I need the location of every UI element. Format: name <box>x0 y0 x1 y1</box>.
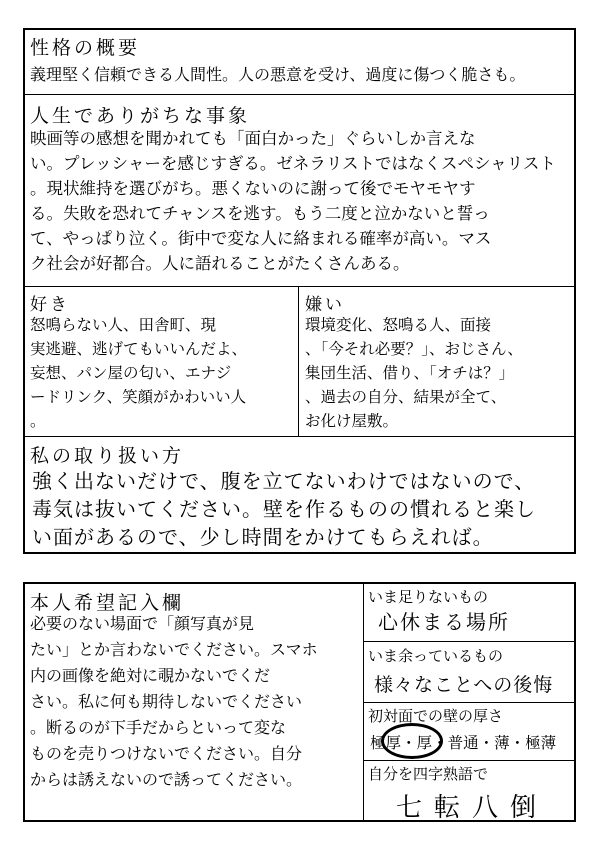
request-line: たい」とか言わないでください。スマホ <box>30 640 318 659</box>
divider <box>23 436 576 437</box>
events-heading: 人生でありがちな事象 <box>30 105 251 127</box>
request-line: 内の画像を絶対に覗かないでくだ <box>30 666 271 685</box>
likes-line: 。 <box>30 412 46 430</box>
request-heading: 本人希望記入欄 <box>30 592 185 614</box>
dislikes-line: 、過去の自分、結果が全て、 <box>305 388 507 406</box>
dislikes-heading: 嫌い <box>305 295 345 315</box>
likes-line: 怒鳴らない人、田舎町、現 <box>30 316 217 334</box>
idiom-heading: 自分を四字熟語で <box>368 765 489 783</box>
wall-option-normal[interactable]: 普通 <box>447 734 479 752</box>
surplus-heading: いま余っているもの <box>368 647 504 665</box>
events-line: ク社会が好都合。人に語れることがたくさんある。 <box>30 254 410 273</box>
handling-line: 毒気は抜いてください。壁を作るものの慣れると楽し <box>32 497 536 521</box>
wall-heading: 初対面での壁の厚さ <box>368 707 504 725</box>
events-line: て、やっぱり泣く。街中で変な人に絡まれる確率が高い。マス <box>30 229 492 248</box>
overview-text: 義理堅く信頼できる人間性。人の悪意を受け、過度に傷つく脆さも。 <box>30 65 526 84</box>
request-line: 必要のない場面で「顔写真が見 <box>30 614 255 633</box>
wall-option-very-thick[interactable]: 極厚 <box>370 734 402 752</box>
lacking-heading: いま足りないもの <box>368 588 489 606</box>
request-line: からは誘えないので誘ってください。 <box>30 770 303 789</box>
likes-heading: 好き <box>30 295 70 315</box>
handling-line: 強く出ないだけで、腹を立てないわけではないので、 <box>32 469 536 493</box>
events-line: る。失敗を恐れてチャンスを逃す。もう二度と泣かないと誓っ <box>30 204 490 223</box>
divider <box>23 286 576 287</box>
surplus-answer: 様々なことへの後悔 <box>374 674 554 696</box>
wall-option-thick[interactable]: 厚 <box>416 734 433 752</box>
handling-heading: 私の取り扱い方 <box>30 445 185 467</box>
dislikes-line: お化け屋敷。 <box>305 412 399 430</box>
request-line: 。断るのが下手だからといって変な <box>30 718 287 737</box>
overview-heading: 性格の概要 <box>30 37 141 59</box>
events-line: い。プレッシャーを感じすぎる。ゼネラリストではなくスペシャリスト <box>30 154 556 173</box>
selection-circle <box>381 723 443 759</box>
request-line: ものを売りつけないでください。自分 <box>30 744 303 763</box>
handling-line: い面があるので、少し時間をかけてもらえれば。 <box>32 525 494 549</box>
dislikes-line: 集団生活、借り、「オチは？」 <box>305 364 515 382</box>
events-line: 映画等の感想を聞かれても「面白かった」ぐらいしか言えな <box>30 129 476 148</box>
divider <box>298 286 299 436</box>
dislikes-line: 環境変化、怒鳴る人、面接 <box>305 316 492 334</box>
request-line: さい。私に何も期待しないでください <box>30 692 303 711</box>
wall-separator: ・ <box>432 734 448 752</box>
lacking-answer: 心休まる場所 <box>378 610 510 634</box>
divider <box>363 702 576 703</box>
divider <box>23 94 576 95</box>
divider <box>363 641 576 642</box>
events-line: 。現状維持を選びがち。悪くないのに謝って後でモヤモヤす <box>30 179 476 198</box>
wall-option-thin[interactable]: 薄 <box>494 734 510 752</box>
likes-line: 妄想、パン屋の匂い、エナジ <box>30 364 232 382</box>
likes-line: 実逃避、逃げてもいいんだよ、 <box>30 340 248 358</box>
divider <box>363 760 576 761</box>
wall-option-very-thin[interactable]: 極薄 <box>525 734 557 752</box>
idiom-answer: 七転八倒 <box>396 793 549 823</box>
wall-separator: ・ <box>478 734 495 752</box>
wall-separator: ・ <box>401 734 417 752</box>
dislikes-line: 、「今それ必要？」、おじさん、 <box>305 340 523 358</box>
likes-line: ードリンク、笑顔がかわいい人 <box>30 388 247 406</box>
wall-separator: ・ <box>509 734 526 752</box>
